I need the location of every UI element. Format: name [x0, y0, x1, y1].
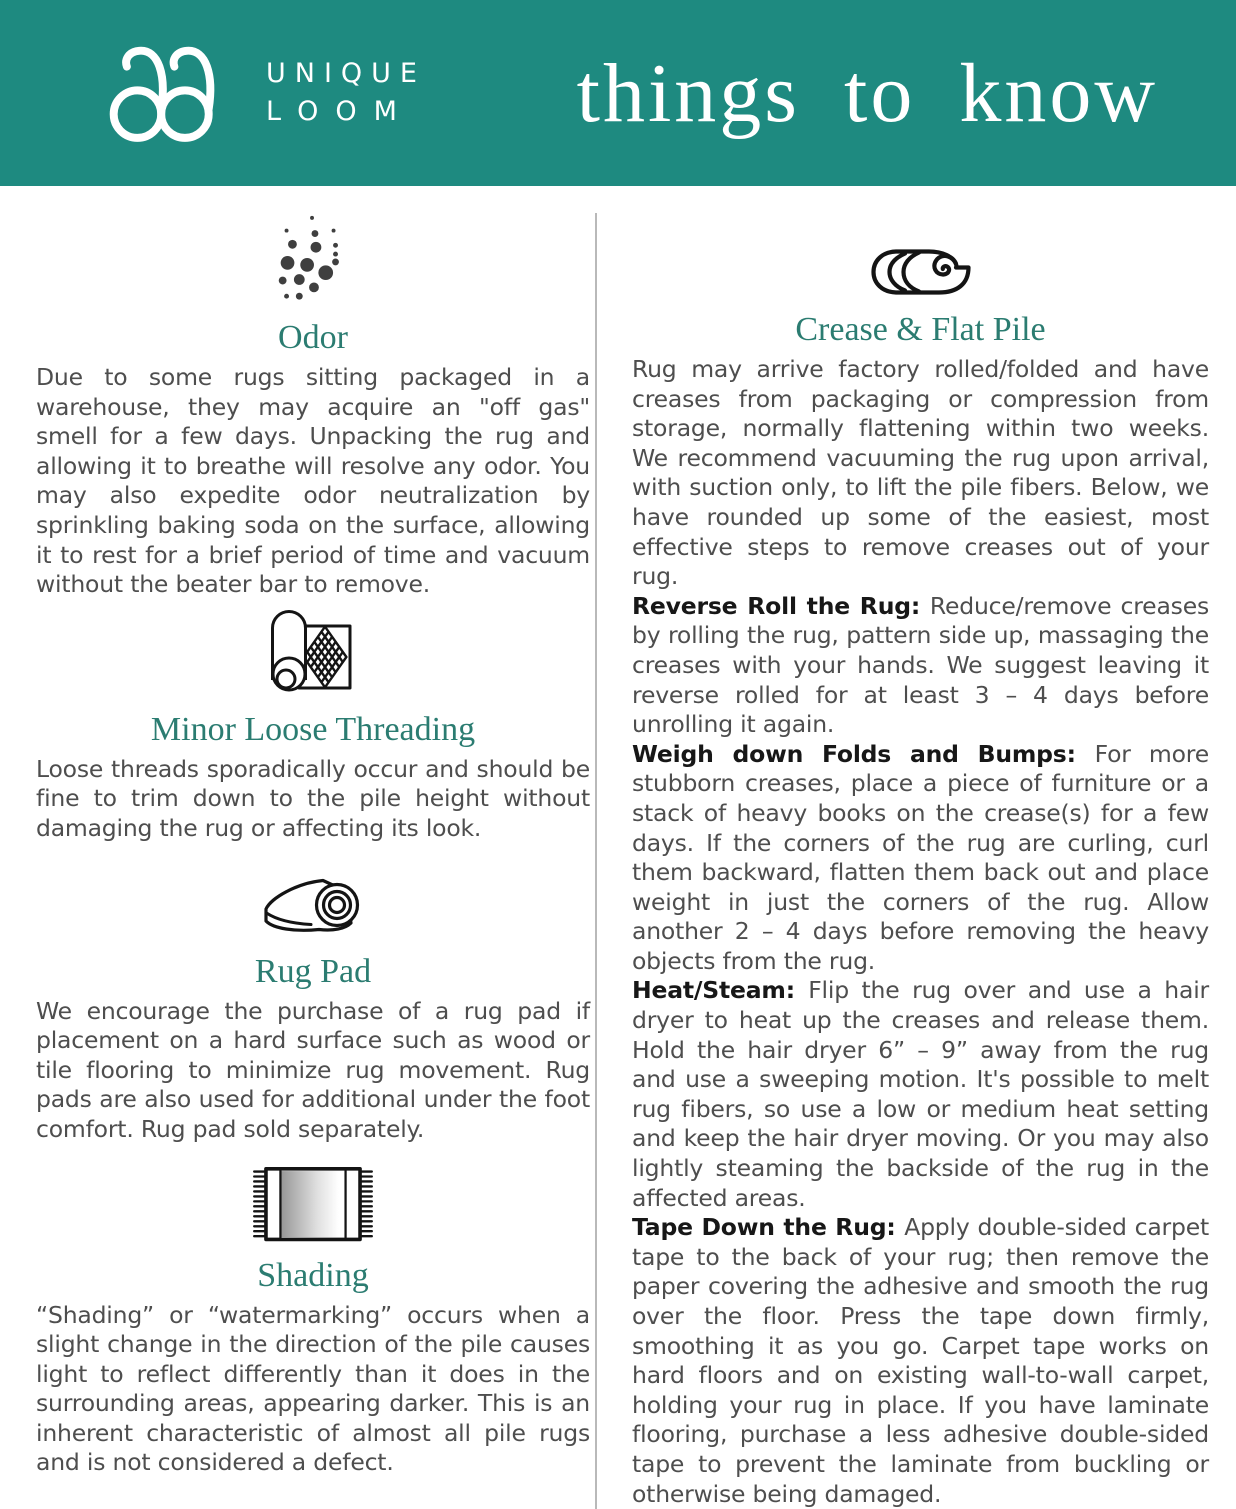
tip-tape-down-label: Tape Down the Rug: — [632, 1213, 905, 1242]
brand-name — [266, 55, 426, 132]
section-title-crease-flat-pile: Crease & Flat Pile — [795, 311, 1046, 348]
section-shading — [36, 1167, 590, 1479]
section-title-odor: Odor — [278, 319, 348, 356]
section-rug-pad — [36, 871, 590, 1145]
page-title: things to know — [576, 46, 1158, 140]
tip-reverse-roll-label: Reverse Roll the Rug: — [632, 591, 930, 620]
section-body-odor: Due to some rugs sitting packaged in a warehouse, they may acquire an "off gas" smell for a few days. Unpacking the rug and allowing it to breathe will resolve any odor. You may also expedite odor neutralization by sprinkling baking soda on the surface, allowing it to rest for a brief period of time and vacuum without the beater bar to remove. — [36, 363, 590, 599]
tip-heat-steam-text: Flip the rug over and use a hair dryer to heat up the creases and release them. Hold the hair dryer 6” – 9” away from the rug and use a sweeping motion. It's possible to melt rug fibers, so use a low or medium heat setting and keep the hair dryer moving. Or you may also lightly steaming the backside of the rug in the affected areas. — [632, 976, 1209, 1212]
section-crease-flat-pile — [632, 247, 1209, 1509]
tip-reverse-roll-text: Reduce/remove creases by rolling the rug, pattern side up, massaging the creases with your hands. We suggest leaving it reverse rolled for at least 3 – 4 days before unrolling it again. — [632, 591, 1209, 739]
section-body-shading: “Shading” or “watermarking” occurs when a slight change in the direction of the pile causes light to reflect differently than it does in the surrounding areas, appearing darker. This is an inherent characteristic of almost all pile rugs and is not considered a defect. — [36, 1300, 590, 1477]
header-banner — [0, 0, 1236, 186]
rug-pad-roll-icon — [261, 871, 365, 939]
section-title-shading: Shading — [257, 1256, 369, 1294]
section-odor — [36, 211, 590, 600]
tip-tape-down-text: Apply double-sided carpet tape to the back of your rug; then remove the paper covering the adhesive and smooth the rug over the floor. Press the tape down firmly, smoothing it as you go. Carpet tape works on hard floors and on existing wall-to-wall carpet, holding your rug in place. If you have laminate flooring, purchase a less adhesive double-sided tape to prevent the laminate from buckling or otherwise being damaged. — [632, 1213, 1209, 1508]
shading-rug-icon — [253, 1167, 373, 1243]
right-column — [597, 186, 1234, 1509]
tip-weigh-down-text: For more stubborn creases, place a piece of furniture or a stack of heavy books on the crease(s) for a few days. If the corners of the rug are curling, curl them backward, flatten them back out and place weight in just the corners of the rug. Allow another 2 – 4 days before removing the heavy objects from the rug. — [632, 739, 1209, 975]
section-body-loose-threading: Loose threads sporadically occur and should be fine to trim down to the pile height without damaging the rug or affecting its look. — [36, 754, 590, 842]
section-body-rug-pad: We encourage the purchase of a rug pad if placement on a hard surface such as wood or tile flooring to minimize rug movement. Rug pads are also used for additional under the foot comfort. Rug pad sold separately. — [36, 996, 590, 1143]
section-title-rug-pad: Rug Pad — [254, 952, 372, 990]
unique-loom-logo-icon — [104, 41, 236, 145]
brand-logo — [104, 41, 426, 145]
brand-name-line2: LOOM — [266, 96, 414, 127]
tip-heat-steam — [632, 976, 1209, 1213]
content-columns — [0, 186, 1236, 1509]
loose-thread-rug-icon — [271, 610, 355, 698]
odor-dots-icon — [263, 211, 363, 305]
tip-weigh-down — [632, 740, 1209, 977]
crease-intro-paragraph: Rug may arrive factory rolled/folded and have creases from packaging or compression from storage, normally flattening within two weeks. We recommend vacuuming the rug upon arrival, with suction only, to lift the pile fibers. Below, we have rounded up some of the easiest, most effective steps to remove creases out of your rug. — [632, 355, 1209, 591]
section-title-loose-threading: Minor Loose Threading — [150, 710, 476, 748]
tip-heat-steam-label: Heat/Steam: — [632, 976, 809, 1005]
tip-tape-down — [632, 1213, 1209, 1509]
tip-weigh-down-label: Weigh down Folds and Bumps: — [632, 739, 1095, 768]
brand-name-line1: UNIQUE — [266, 57, 426, 89]
section-loose-threading — [36, 610, 590, 844]
tip-reverse-roll — [632, 592, 1209, 740]
left-column — [0, 186, 595, 1509]
rolled-rug-icon — [869, 247, 973, 297]
